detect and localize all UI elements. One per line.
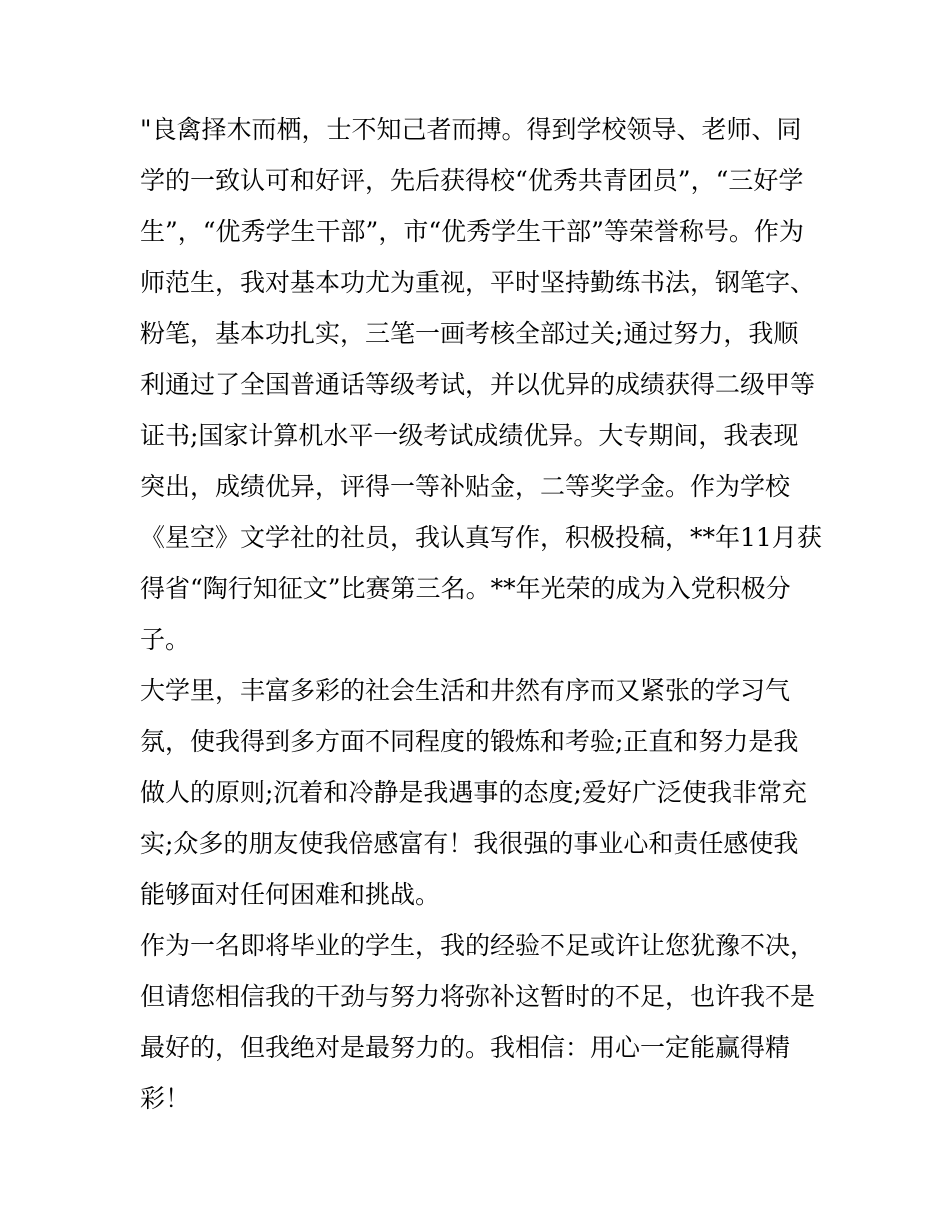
paragraph-1 <box>140 104 820 665</box>
text-line: 做人的原则;沉着和冷静是我遇事的态度;爱好广泛使我非常充 <box>140 778 807 807</box>
text-line: 《星空》文学社的社员，我认真写作，积极投稿，**年11月获 <box>140 523 822 552</box>
text-line: 生”，“优秀学生干部”，市“优秀学生干部”等荣誉称号。作为 <box>140 217 804 246</box>
text-line: 能够面对任何困难和挑战。 <box>140 880 441 909</box>
text-line: 粉笔，基本功扎实，三笔一画考核全部过关;通过努力，我顺 <box>140 319 799 348</box>
text-line: 证书;国家计算机水平一级考试成绩优异。大专期间，我表现 <box>140 421 799 450</box>
text-line: 突出，成绩优异，评得一等补贴金，二等奖学金。作为学校 <box>140 472 791 501</box>
text-line: 实;众多的朋友使我倍感富有！我很强的事业心和责任感使我 <box>140 829 799 858</box>
text-line: 但请您相信我的干劲与努力将弥补这暂时的不足，也许我不是 <box>140 982 816 1011</box>
text-line: 大学里，丰富多彩的社会生活和井然有序而又紧张的学习气 <box>140 676 791 705</box>
text-line: 最好的，但我绝对是最努力的。我相信：用心一定能赢得精 <box>140 1033 791 1062</box>
text-line: 作为一名即将毕业的学生，我的经验不足或许让您犹豫不决， <box>140 931 816 960</box>
text-line: 彩！ <box>140 1084 191 1113</box>
text-line: "良禽择木而栖，士不知己者而搏。得到学校领导、老师、同 <box>140 115 802 144</box>
text-line: 得省“陶行知征文”比赛第三名。**年光荣的成为入党积极分 <box>140 574 791 603</box>
text-line: 氛，使我得到多方面不同程度的锻炼和考验;正直和努力是我 <box>140 727 799 756</box>
paragraph-3 <box>140 920 820 1124</box>
document-body <box>140 104 820 1124</box>
text-line: 学的一致认可和好评，先后获得校“优秀共青团员”，“三好学 <box>140 166 804 195</box>
text-line: 利通过了全国普通话等级考试，并以优异的成绩获得二级甲等 <box>140 370 816 399</box>
text-line: 师范生，我对基本功尤为重视，平时坚持勤练书法，钢笔字、 <box>140 268 816 297</box>
text-line: 子。 <box>140 625 191 654</box>
paragraph-2 <box>140 665 820 920</box>
